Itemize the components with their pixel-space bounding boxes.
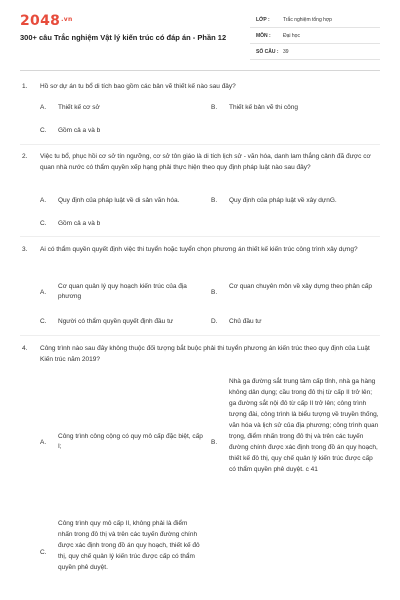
question-1-option-b[interactable] xyxy=(211,103,380,115)
site-logo[interactable] xyxy=(20,13,73,29)
option-letter: B. xyxy=(211,439,218,446)
option-letter: C. xyxy=(40,549,47,556)
option-text: Cơ quan quản lý quy hoạch kiến trúc của địa phương xyxy=(58,283,187,300)
logo-tld: .vn xyxy=(61,16,73,23)
question-3-option-b[interactable] xyxy=(211,282,380,304)
option-text: Quy định của pháp luật về di sản văn hóa. xyxy=(58,197,180,204)
header-divider xyxy=(20,70,380,71)
option-letter: A. xyxy=(40,104,47,111)
meta-info xyxy=(250,14,380,62)
question-2-number: 2. xyxy=(22,153,28,160)
question-1-option-c[interactable] xyxy=(40,126,210,138)
meta-label-class: LỚP : xyxy=(256,17,270,23)
option-text: Gồm cả a và b xyxy=(58,220,101,227)
option-letter: B. xyxy=(211,104,218,111)
meta-row-subject xyxy=(250,30,380,44)
meta-value-class: Trắc nghiệm tổng hợp xyxy=(283,17,332,23)
option-text: Nhà ga đường sắt trung tâm cấp tỉnh, nhà ga hàng không dân dụng; cầu trong đô thị từ cấp II trở lên; ga đường sắt nội đô từ cấp II trở lên; công trình tượng đài, công trình là biểu tượng về truyền thống, văn hóa và lịch sử của địa phương; công trình quan trọng, điểm nhấn trong đô thị và trên các tuyến đường chính được xác định trong đồ án quy hoạch, thiết kế đô thị, quy chế quản lý kiến trúc được cấp có thẩm quyền phê duyệt. c 41 xyxy=(229,378,379,473)
option-text: Công trình công cộng có quy mô cấp đặc biệt, cấp I; xyxy=(58,433,203,450)
question-4-option-a[interactable] xyxy=(40,432,205,454)
option-text: Thiết kế cơ sở xyxy=(58,104,100,111)
option-letter: A. xyxy=(40,289,47,296)
question-separator xyxy=(20,144,380,145)
meta-label-count: SỐ CÂU : xyxy=(256,49,279,55)
question-2-text: Việc tu bổ, phục hồi cơ sở tín ngưỡng, cơ sở tôn giáo là di tích lịch sử - văn hóa, danh lam thắng cảnh đã được cơ quan nhà nước có thẩm quyền xếp hạng phải thực hiện theo quy định pháp luật nào sau đây? xyxy=(40,153,371,171)
question-2-option-a[interactable] xyxy=(40,196,210,208)
question-3-number: 3. xyxy=(22,246,28,253)
option-letter: C. xyxy=(40,220,47,227)
option-text: Quy định của pháp luật về xây dựnG. xyxy=(229,197,337,204)
option-letter: A. xyxy=(40,197,47,204)
question-3-option-c[interactable] xyxy=(40,317,210,329)
question-4-option-c[interactable] xyxy=(40,518,200,598)
meta-row-class xyxy=(250,14,380,28)
question-1-option-a[interactable] xyxy=(40,103,210,115)
question-4-number: 4. xyxy=(22,345,28,352)
question-separator xyxy=(20,236,380,237)
question-2-option-b[interactable] xyxy=(211,196,380,208)
logo-text: 2048 xyxy=(20,13,61,29)
option-letter: C. xyxy=(40,127,47,134)
option-text: Gồm cả a và b xyxy=(58,127,101,134)
document-title: 300+ câu Trắc nghiệm Vật lý kiến trúc có đáp án - Phần 12 xyxy=(20,33,227,42)
option-text: Công trình quy mô cấp II, không phải là điểm nhấn trong đô thị và trên các tuyến đường chính được xác định trong đồ án quy hoạch, thiết kế đô thị, quy chế quản lý kiến trúc được cấp có thẩm quyền phê duyệt. xyxy=(58,520,200,571)
question-2-option-c[interactable] xyxy=(40,219,210,231)
option-letter: D. xyxy=(211,318,218,325)
question-3-option-a[interactable] xyxy=(40,282,202,304)
option-text: Thiết kế bản vẽ thi công xyxy=(229,104,299,111)
option-letter: A. xyxy=(40,439,47,446)
option-text: Cơ quan chuyên môn về xây dựng theo phân cấp xyxy=(229,283,373,290)
option-letter: B. xyxy=(211,197,218,204)
option-text: Chủ đầu tư xyxy=(229,318,262,325)
meta-label-subject: MÔN : xyxy=(256,33,271,39)
question-1-text: Hồ sơ dự án tu bổ di tích bao gồm các bản vẽ thiết kế nào sau đây? xyxy=(40,83,236,90)
question-3-option-d[interactable] xyxy=(211,317,380,329)
option-letter: B. xyxy=(211,289,218,296)
option-text: Người có thẩm quyền quyết định đầu tư xyxy=(58,318,174,325)
question-3-text: Ai có thẩm quyền quyết định việc thi tuyển hoặc tuyển chọn phương án thiết kế kiến trúc công trình xây dựng? xyxy=(40,246,358,253)
document-header xyxy=(0,0,400,80)
meta-value-count: 39 xyxy=(283,49,289,55)
option-letter: C. xyxy=(40,318,47,325)
question-4-text: Công trình nào sau đây không thuộc đối tượng bắt buộc phải thi tuyển phương án kiến trúc theo quy định của Luật Kiến trúc năm 2019? xyxy=(40,345,370,363)
question-1-number: 1. xyxy=(22,83,28,90)
meta-row-count xyxy=(250,46,380,60)
question-separator xyxy=(20,335,380,336)
meta-value-subject: Đại học xyxy=(283,33,300,39)
question-4-option-b[interactable] xyxy=(211,376,380,512)
